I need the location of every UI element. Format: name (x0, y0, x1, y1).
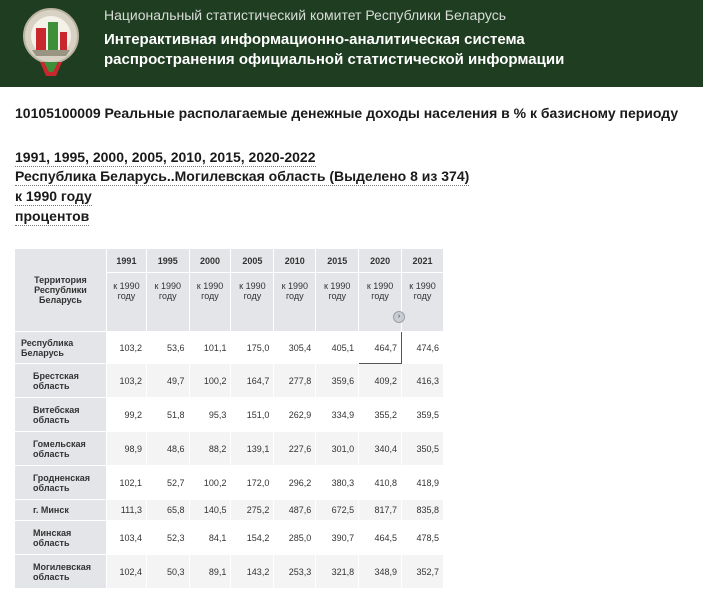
site-header (0, 0, 703, 87)
value-cell[interactable]: 253,3 (274, 555, 316, 589)
table-row (15, 398, 444, 432)
base-header-2020: к 1990 году (359, 273, 402, 332)
year-header-2000[interactable]: 2000 (189, 249, 231, 273)
value-cell[interactable]: 95,3 (189, 398, 231, 432)
table-row (15, 364, 444, 398)
value-cell[interactable]: 100,2 (189, 364, 231, 398)
value-cell[interactable]: 409,2 (359, 364, 402, 398)
value-cell[interactable]: 487,6 (274, 500, 316, 521)
base-selector[interactable]: к 1990 году (15, 188, 92, 204)
value-cell[interactable]: 835,8 (402, 500, 444, 521)
value-cell[interactable]: 49,7 (146, 364, 189, 398)
territory-column-header[interactable]: Территория Республики Беларусь (15, 249, 107, 332)
value-cell[interactable]: 143,2 (231, 555, 274, 589)
table-row (15, 466, 444, 500)
territory-label[interactable]: Гродненская область (15, 466, 107, 500)
value-cell[interactable]: 99,2 (106, 398, 146, 432)
base-header-2000: к 1990 году (189, 273, 231, 332)
year-header-2010[interactable]: 2010 (274, 249, 316, 273)
value-cell[interactable]: 416,3 (402, 364, 444, 398)
value-cell[interactable]: 65,8 (146, 500, 189, 521)
table-body (15, 332, 444, 589)
table-row (15, 521, 444, 555)
value-cell[interactable]: 350,5 (402, 432, 444, 466)
chevron-right-icon[interactable]: › (393, 311, 405, 323)
value-cell[interactable]: 103,2 (106, 364, 146, 398)
value-cell[interactable]: 48,6 (146, 432, 189, 466)
org-name[interactable]: Национальный статистический комитет Республики Беларусь (104, 7, 507, 23)
year-header-2020[interactable]: 2020 (359, 249, 402, 273)
value-cell[interactable]: 464,5 (359, 521, 402, 555)
value-cell[interactable]: 817,7 (359, 500, 402, 521)
value-cell[interactable]: 359,5 (402, 398, 444, 432)
value-cell[interactable]: 296,2 (274, 466, 316, 500)
value-cell[interactable]: 405,1 (316, 332, 359, 364)
value-cell[interactable]: 390,7 (316, 521, 359, 555)
value-cell[interactable]: 50,3 (146, 555, 189, 589)
value-cell[interactable]: 52,3 (146, 521, 189, 555)
value-cell[interactable]: 478,5 (402, 521, 444, 555)
value-cell[interactable]: 464,7 (359, 332, 402, 364)
value-cell[interactable]: 103,4 (106, 521, 146, 555)
value-cell[interactable]: 140,5 (189, 500, 231, 521)
value-cell[interactable]: 139,1 (231, 432, 274, 466)
territory-selector[interactable]: Республика Беларусь..Могилевская область (Выделено 8 из 374) (15, 168, 470, 184)
value-cell[interactable]: 340,4 (359, 432, 402, 466)
year-header-1995[interactable]: 1995 (146, 249, 189, 273)
territory-label[interactable]: Гомельская область (15, 432, 107, 466)
value-cell[interactable]: 305,4 (274, 332, 316, 364)
table-row (15, 332, 444, 364)
value-cell[interactable]: 103,2 (106, 332, 146, 364)
value-cell[interactable]: 410,8 (359, 466, 402, 500)
base-header-1995: к 1990 году (146, 273, 189, 332)
value-cell[interactable]: 301,0 (316, 432, 359, 466)
value-cell[interactable]: 52,7 (146, 466, 189, 500)
table-row (15, 555, 444, 589)
value-cell[interactable]: 172,0 (231, 466, 274, 500)
value-cell[interactable]: 88,2 (189, 432, 231, 466)
value-cell[interactable]: 154,2 (231, 521, 274, 555)
value-cell[interactable]: 51,8 (146, 398, 189, 432)
value-cell[interactable]: 352,7 (402, 555, 444, 589)
base-header-2015: к 1990 году (316, 273, 359, 332)
year-header-2021[interactable]: 2021 (402, 249, 444, 273)
base-header-2021: к 1990 году (402, 273, 444, 332)
value-cell[interactable]: 277,8 (274, 364, 316, 398)
base-header-2010: к 1990 году (274, 273, 316, 332)
value-cell[interactable]: 53,6 (146, 332, 189, 364)
value-cell[interactable]: 672,5 (316, 500, 359, 521)
value-cell[interactable]: 474,6 (402, 332, 444, 364)
value-cell[interactable]: 89,1 (189, 555, 231, 589)
value-cell[interactable]: 151,0 (231, 398, 274, 432)
value-cell[interactable]: 285,0 (274, 521, 316, 555)
years-selector[interactable]: 1991, 1995, 2000, 2005, 2010, 2015, 2020-2022 (15, 149, 316, 165)
value-cell[interactable]: 380,3 (316, 466, 359, 500)
system-title-line2: распространения официальной статистической информации (104, 51, 565, 68)
value-cell[interactable]: 348,9 (359, 555, 402, 589)
value-cell[interactable]: 359,6 (316, 364, 359, 398)
belstat-emblem-icon (22, 6, 80, 80)
value-cell[interactable]: 334,9 (316, 398, 359, 432)
territory-label[interactable]: Брестская область (15, 364, 107, 398)
value-cell[interactable]: 101,1 (189, 332, 231, 364)
year-header-2015[interactable]: 2015 (316, 249, 359, 273)
value-cell[interactable]: 355,2 (359, 398, 402, 432)
value-cell[interactable]: 111,3 (106, 500, 146, 521)
value-cell[interactable]: 100,2 (189, 466, 231, 500)
base-header-1991: к 1990 году (106, 273, 146, 332)
year-header-1991[interactable]: 1991 (106, 249, 146, 273)
value-cell[interactable]: 84,1 (189, 521, 231, 555)
value-cell[interactable]: 98,9 (106, 432, 146, 466)
indicator-title: 10105100009 Реальные располагаемые денежные доходы населения в % к базисному периоду (15, 105, 679, 121)
territory-label[interactable]: Могилевская область (15, 555, 107, 589)
data-table-container (14, 248, 444, 580)
value-cell[interactable]: 175,0 (231, 332, 274, 364)
territory-label[interactable]: Минская область (15, 521, 107, 555)
data-table (14, 248, 444, 589)
table-row (15, 432, 444, 466)
value-cell[interactable]: 262,9 (274, 398, 316, 432)
territory-label[interactable]: Республика Беларусь (15, 332, 107, 364)
year-header-row (15, 249, 444, 273)
value-cell[interactable]: 102,4 (106, 555, 146, 589)
territory-label[interactable]: Витебская область (15, 398, 107, 432)
system-title[interactable] (104, 30, 694, 70)
value-cell[interactable]: 164,7 (231, 364, 274, 398)
territory-label[interactable]: г. Минск (15, 500, 107, 521)
base-header-2005: к 1990 году (231, 273, 274, 332)
table-row (15, 500, 444, 521)
unit-selector[interactable]: процентов (15, 208, 90, 224)
year-header-2005[interactable]: 2005 (231, 249, 274, 273)
system-title-line1: Интерактивная информационно-аналитическая система (104, 31, 525, 48)
value-cell[interactable]: 102,1 (106, 466, 146, 500)
value-cell[interactable]: 418,9 (402, 466, 444, 500)
value-cell[interactable]: 321,8 (316, 555, 359, 589)
value-cell[interactable]: 227,6 (274, 432, 316, 466)
value-cell[interactable]: 275,2 (231, 500, 274, 521)
